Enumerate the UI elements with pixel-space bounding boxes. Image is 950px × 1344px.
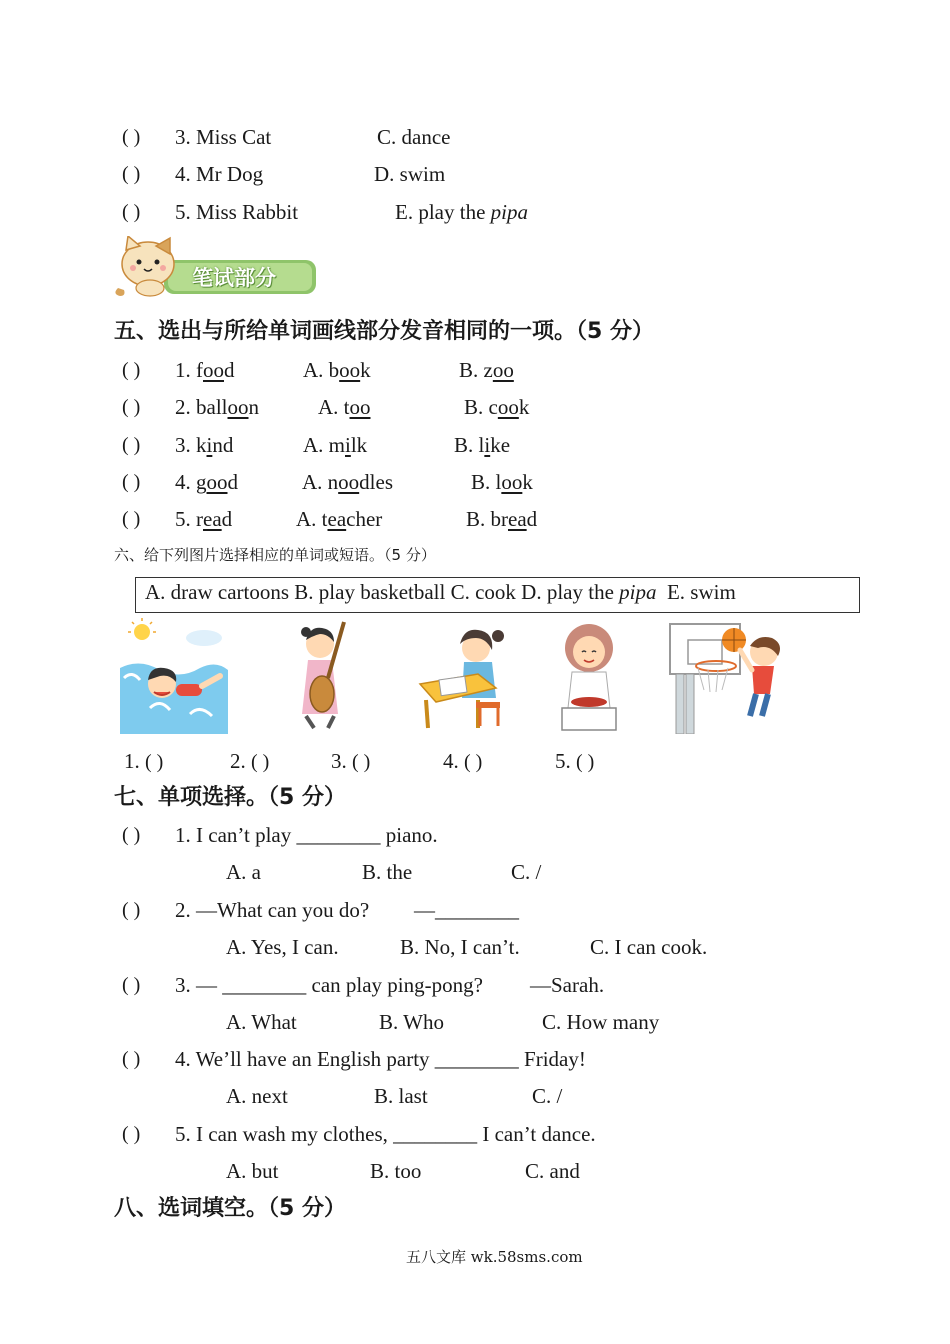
section5-title: 五、选出与所给单词画线部分发音相同的一项。（5 分） <box>114 319 654 344</box>
phonics-word <box>175 432 233 458</box>
answer-paren[interactable]: ( ) <box>122 974 141 996</box>
answer-paren[interactable]: ( ) <box>122 126 141 148</box>
text-part: d <box>526 507 538 531</box>
choice-option-c: C. I can cook. <box>590 935 708 959</box>
options-text: A. draw cartoons B. play basketball C. cook D. play the pipa E. swim <box>145 580 736 604</box>
underlined-letters: oo <box>203 358 224 382</box>
underlined-letters: oo <box>339 358 361 382</box>
item-number: 4. <box>175 470 191 494</box>
text-part: k <box>196 433 207 457</box>
banner-label: 笔试部分 <box>192 266 276 290</box>
phonics-word <box>175 357 235 383</box>
match-right-e: E. play the pipa <box>395 200 528 224</box>
answer-paren[interactable]: ( ) <box>122 824 141 846</box>
option-a <box>303 432 367 458</box>
answer-prompt: —Sarah. <box>530 973 605 997</box>
text-part: A. t <box>296 507 328 531</box>
option-b <box>471 469 533 495</box>
underlined-letters: ea <box>203 507 222 531</box>
question-text: 1. I can’t play ________ piano. <box>175 823 438 847</box>
question-text: 4. We’ll have an English party ________ Friday! <box>175 1047 586 1071</box>
text-part: r <box>196 507 203 531</box>
underlined-letters: oo <box>501 470 523 494</box>
underlined-letters: oo <box>497 395 519 419</box>
underlined-letters: i <box>206 433 213 457</box>
item-number: 1. <box>124 749 140 773</box>
match-right-c: C. dance <box>377 125 451 149</box>
option-a <box>318 394 371 420</box>
picture-answer-slot[interactable] <box>124 748 163 775</box>
answer-paren[interactable]: ( ) <box>122 434 141 456</box>
option-b <box>454 432 510 458</box>
answer-paren[interactable]: ( ) <box>122 1123 141 1145</box>
underlined-letters: oo <box>492 358 514 382</box>
text-part: B. br <box>466 507 508 531</box>
swim-picture <box>120 618 228 734</box>
item-number: 3. <box>331 749 347 773</box>
match-left-3: 3. Miss Cat <box>175 125 272 149</box>
underlined-letters: ea <box>508 507 527 531</box>
answer-paren[interactable]: ( ) <box>122 508 141 530</box>
phonics-word <box>175 394 259 420</box>
text-part: d <box>227 470 238 494</box>
answer-paren: ( ) <box>464 751 483 773</box>
item-number: 1. <box>175 358 191 382</box>
item-number: 4. <box>443 749 459 773</box>
choice-option-b: B. Who <box>379 1010 444 1034</box>
option-a <box>302 469 393 495</box>
question-text: 3. — ________ can play ping-pong? <box>175 973 483 997</box>
written-part-banner <box>112 236 322 300</box>
answer-paren[interactable]: ( ) <box>122 471 141 493</box>
match-right-d: D. swim <box>374 162 446 186</box>
choice-option-c: C. How many <box>542 1010 660 1034</box>
answer-paren[interactable]: ( ) <box>122 1048 141 1070</box>
item-number: 3. <box>175 433 191 457</box>
choice-option-b: B. too <box>370 1159 422 1183</box>
underlined-letters: ea <box>327 507 347 531</box>
text-part: n <box>248 395 259 419</box>
item-number: 2. <box>175 395 191 419</box>
question-text: 5. I can wash my clothes, ________ I can’t dance. <box>175 1122 596 1146</box>
picture-answer-slot[interactable] <box>443 748 482 775</box>
underlined-letters: oo <box>349 395 371 419</box>
phonics-word <box>175 506 232 532</box>
text-part: B. z <box>459 358 493 382</box>
answer-paren[interactable]: ( ) <box>122 201 141 223</box>
text-part: B. l <box>471 470 502 494</box>
answer-paren: ( ) <box>576 751 595 773</box>
item-number: 2. <box>230 749 246 773</box>
match-left-5: 5. Miss Rabbit <box>175 200 299 224</box>
text-part: cher <box>346 507 383 531</box>
text-part: k <box>360 358 371 382</box>
answer-paren: ( ) <box>145 751 164 773</box>
underlined-letters: oo <box>206 470 228 494</box>
section6-title: 六、给下列图片选择相应的单词或短语。（5 分） <box>114 546 436 564</box>
text-part: d <box>224 358 235 382</box>
answer-paren[interactable]: ( ) <box>122 359 141 381</box>
text-part: nd <box>212 433 234 457</box>
underlined-letters: oo <box>338 470 360 494</box>
choice-option-c: C. and <box>525 1159 580 1183</box>
item-number: 5. <box>555 749 571 773</box>
option-b <box>466 506 537 532</box>
section7-title: 七、单项选择。（5 分） <box>114 785 346 810</box>
choice-option-b: B. last <box>374 1084 428 1108</box>
option-a <box>303 357 371 383</box>
footer-watermark: 五八文库 wk.58sms.com <box>406 1248 583 1266</box>
text-part: A. b <box>303 358 340 382</box>
text-part: ball <box>196 395 228 419</box>
choice-option-b: B. No, I can’t. <box>400 935 520 959</box>
phonics-word <box>175 469 238 495</box>
answer-paren[interactable]: ( ) <box>122 163 141 185</box>
picture-answer-slot[interactable] <box>230 748 269 775</box>
underlined-letters: i <box>345 433 351 457</box>
choice-option-b: B. the <box>362 860 413 884</box>
underlined-letters: i <box>484 433 491 457</box>
text-part: k <box>522 470 533 494</box>
choice-option-c: C. / <box>532 1084 563 1108</box>
text-part: ke <box>490 433 511 457</box>
choice-option-c: C. / <box>511 860 542 884</box>
text-part: B. c <box>464 395 498 419</box>
answer-paren: ( ) <box>251 751 270 773</box>
answer-paren[interactable]: ( ) <box>122 396 141 418</box>
picture-answer-slot[interactable] <box>555 748 594 775</box>
option-b <box>459 357 514 383</box>
choice-option-a: A. What <box>226 1010 297 1034</box>
answer-prompt: —________ <box>414 898 519 922</box>
match-left-4: 4. Mr Dog <box>175 162 264 186</box>
item-number: 5. <box>175 507 191 531</box>
choice-option-a: A. Yes, I can. <box>226 935 339 959</box>
section8-title: 八、选词填空。（5 分） <box>114 1196 346 1221</box>
text-part: g <box>196 470 207 494</box>
choice-option-a: A. next <box>226 1084 288 1108</box>
option-a <box>296 506 382 532</box>
text-part: A. m <box>303 433 345 457</box>
answer-paren: ( ) <box>352 751 371 773</box>
pipa-picture <box>292 616 354 732</box>
text-part: A. t <box>318 395 350 419</box>
choice-option-a: A. a <box>226 860 261 884</box>
choice-option-a: A. but <box>226 1159 279 1183</box>
text-part: B. l <box>454 433 485 457</box>
cook-picture <box>556 616 622 734</box>
picture-answer-slot[interactable] <box>331 748 370 775</box>
option-b <box>464 394 529 420</box>
underlined-letters: oo <box>227 395 249 419</box>
drawing-picture <box>418 622 510 732</box>
text-part: dles <box>359 470 393 494</box>
text-part: d <box>221 507 233 531</box>
text-part: A. n <box>302 470 339 494</box>
text-part: f <box>196 358 203 382</box>
basketball-picture <box>666 620 796 734</box>
question-text: 2. —What can you do? <box>175 898 370 922</box>
answer-paren[interactable]: ( ) <box>122 899 141 921</box>
text-part: lk <box>350 433 368 457</box>
text-part: k <box>518 395 530 419</box>
